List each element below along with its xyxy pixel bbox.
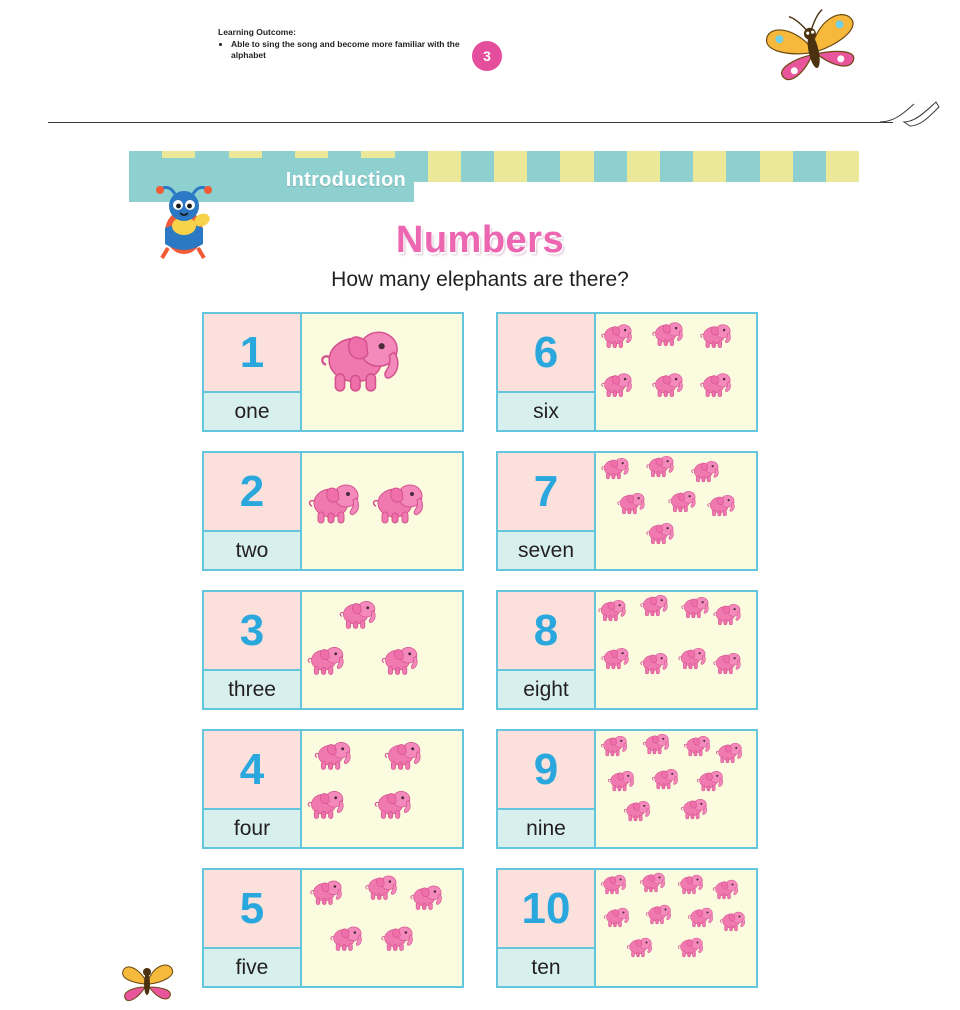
number-word: four [204,810,300,847]
elephant-icon [312,738,352,771]
number-card-label [498,592,596,708]
number-word: three [204,671,300,708]
number-card [496,729,758,849]
checker-cell [494,151,527,182]
elephant-icon [308,877,343,906]
number-card-label [204,314,302,430]
number-card [202,312,464,432]
page-header [0,0,960,130]
number-card-label [498,314,596,430]
number-word: five [204,949,300,986]
checker-cell [627,151,660,182]
learning-outcome-title: Learning Outcome: [218,27,296,37]
question-text: How many elephants are there? [331,268,629,291]
number-digit: 1 [204,314,300,393]
number-digit: 5 [204,870,300,949]
elephant-icon [644,453,675,478]
checker-cell [760,151,793,182]
number-cards-grid [0,312,960,1007]
number-word: nine [498,810,594,847]
learning-outcome-item: • Able to sing the song and become more familiar with the alphabet [231,39,463,61]
page-number-badge: 3 [472,41,502,71]
elephant-icon [363,872,398,901]
elephant-icon [689,458,720,483]
elephant-icon [650,766,679,790]
number-cards-row [0,590,960,710]
elephant-icon [650,370,684,398]
elephant-icon [599,321,633,349]
number-card [496,868,758,988]
number-card [202,868,464,988]
number-word: two [204,532,300,569]
number-card-label [498,731,596,847]
page-title: Numbers [395,219,565,261]
number-card-label [204,592,302,708]
page-corner-curl-icon [880,95,940,130]
elephant-icon [650,319,684,347]
elephant-icon [714,740,743,764]
checker-cell [793,151,826,182]
elephant-icon [676,872,704,895]
number-word: seven [498,532,594,569]
elephant-icon [718,909,746,932]
elephant-icon [596,597,627,622]
elephant-icon [644,520,675,545]
elephant-icon [408,882,443,911]
number-digit: 4 [204,731,300,810]
elephant-picture-pane [596,592,756,708]
number-card [202,729,464,849]
elephant-picture-pane [596,314,756,430]
number-card-label [204,453,302,569]
elephant-icon [676,935,704,958]
elephant-icon [641,731,670,755]
elephant-picture-pane [302,453,462,569]
checker-cell [693,151,726,182]
elephant-icon [382,738,422,771]
elephant-icon [622,798,651,822]
elephant-picture-pane [302,731,462,847]
number-card-label [204,731,302,847]
elephant-icon [315,323,402,394]
checker-cell [826,151,859,182]
number-word: ten [498,949,594,986]
checker-cell [428,151,461,182]
elephant-icon [606,768,635,792]
elephant-picture-pane [596,453,756,569]
elephant-icon [695,768,724,792]
elephant-icon [679,594,710,619]
elephant-icon [599,733,628,757]
number-digit: 6 [498,314,594,393]
number-cards-row [0,451,960,571]
number-word: six [498,393,594,430]
number-digit: 9 [498,731,594,810]
elephant-icon [638,650,669,675]
elephant-icon [698,370,732,398]
elephant-icon [599,370,633,398]
elephant-icon [372,787,412,820]
elephant-icon [638,870,666,893]
elephant-icon [379,643,419,676]
number-digit: 3 [204,592,300,671]
elephant-icon [644,902,672,925]
number-digit: 8 [498,592,594,671]
checker-cell [726,151,759,182]
elephant-icon [305,643,345,676]
elephant-icon [705,492,736,517]
elephant-icon [305,479,361,525]
number-card-label [498,870,596,986]
elephant-icon [599,872,627,895]
elephant-icon [599,455,630,480]
number-card [202,451,464,571]
checker-cell [461,151,494,182]
elephant-icon [698,321,732,349]
number-cards-row [0,312,960,432]
learning-outcome-block [218,27,463,61]
introduction-tab: Introduction [129,158,414,202]
elephant-icon [599,645,630,670]
checker-cell [527,151,560,182]
elephant-icon [379,923,414,952]
elephant-icon [615,490,646,515]
number-card [496,451,758,571]
checker-cell [660,151,693,182]
elephant-icon [711,601,742,626]
elephant-picture-pane [596,731,756,847]
butterfly-icon [760,6,870,91]
elephant-icon [625,935,653,958]
elephant-icon [666,488,697,513]
checker-cell [560,151,593,182]
number-card [496,590,758,710]
checker-cell [594,151,627,182]
elephant-icon [711,877,739,900]
elephant-icon [711,650,742,675]
header-divider [48,122,893,123]
number-card [202,590,464,710]
elephant-picture-pane [302,870,462,986]
elephant-picture-pane [302,314,462,430]
elephant-icon [602,905,630,928]
number-card-label [498,453,596,569]
number-digit: 7 [498,453,594,532]
elephant-picture-pane [302,592,462,708]
elephant-icon [305,787,345,820]
elephant-icon [686,905,714,928]
number-cards-row [0,729,960,849]
butterfly-icon-small [118,955,178,1010]
number-digit: 10 [498,870,594,949]
number-card-label [204,870,302,986]
elephant-icon [682,733,711,757]
number-word: one [204,393,300,430]
number-card [496,312,758,432]
elephant-picture-pane [596,870,756,986]
elephant-icon [679,796,708,820]
number-word: eight [498,671,594,708]
elephant-icon [328,923,363,952]
elephant-icon [337,597,377,630]
elephant-icon [638,592,669,617]
learning-outcome-list [218,39,463,61]
number-digit: 2 [204,453,300,532]
elephant-icon [676,645,707,670]
elephant-icon [369,479,425,525]
